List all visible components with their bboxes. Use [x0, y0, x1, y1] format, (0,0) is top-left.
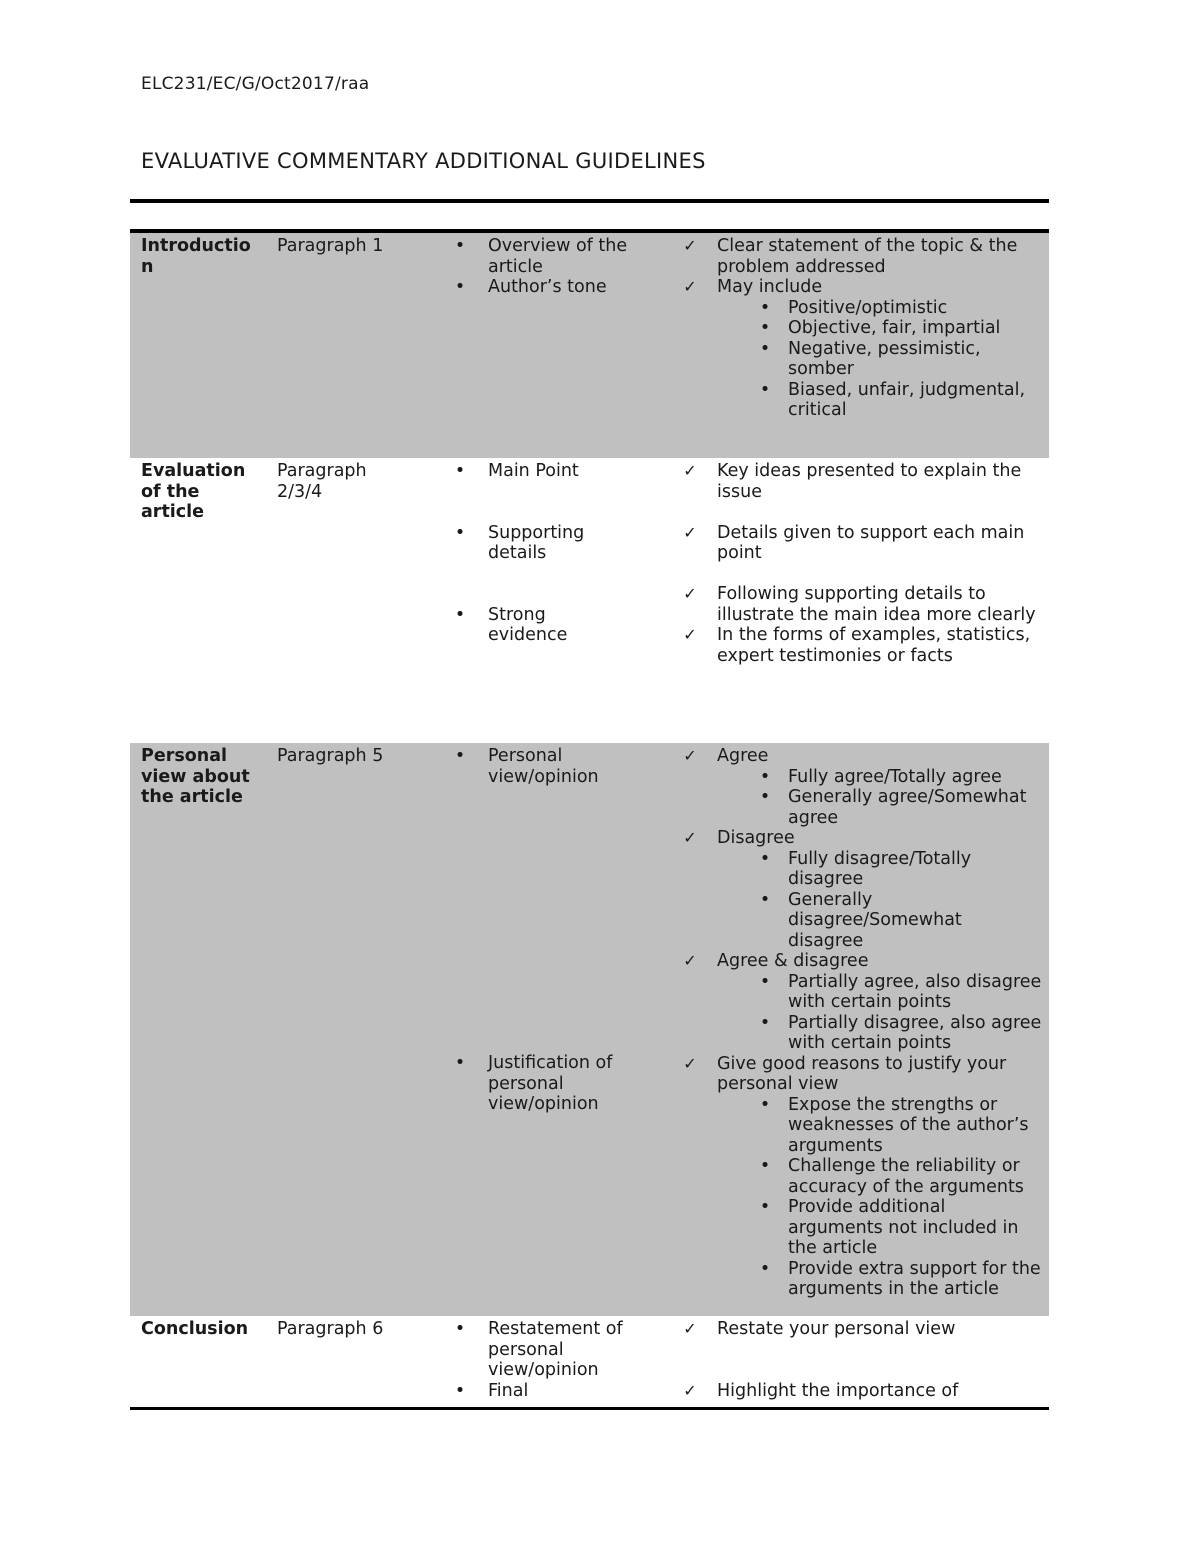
checkmark-icon: ✓ [683, 1053, 697, 1073]
list-item: ✓ Disagree [683, 828, 795, 848]
list-item: • Expose the strengths or weaknesses of the author’s arguments [759, 1094, 1029, 1156]
checkmark-icon: ✓ [683, 951, 697, 970]
bullet-icon: • [454, 746, 466, 766]
bullet-icon: • [759, 889, 771, 910]
list-item: • Fully agree/Totally agree [759, 766, 1002, 787]
checkmark-icon: ✓ [683, 584, 697, 603]
bullet-icon: • [759, 1197, 771, 1217]
checkmark-icon: ✓ [683, 1380, 697, 1400]
bullet-icon: • [759, 379, 771, 400]
list-item: ✓ Give good reasons to justify your personal view [683, 1053, 1007, 1094]
checkmark-icon: ✓ [683, 277, 697, 296]
points-list [454, 461, 608, 646]
list-item: • Partially agree, also disagree with certain points [759, 971, 1042, 1012]
list-item: • Objective, fair, impartial [759, 318, 1001, 338]
list-item: • Positive/optimistic [759, 297, 948, 318]
table-row-personal-view [130, 743, 1049, 1316]
details-list [683, 1319, 1047, 1401]
bullet-icon: • [759, 766, 771, 787]
divider [130, 199, 1049, 203]
paragraph-label: Paragraph 6 [277, 1319, 384, 1339]
list-item: ✓ Agree & disagree [683, 951, 869, 971]
list-item: • Final [454, 1380, 529, 1401]
bullet-icon: • [759, 1012, 771, 1033]
list-item: ✓ Restate your personal view [683, 1319, 956, 1339]
bullet-icon: • [759, 971, 771, 992]
bullet-icon: • [759, 338, 771, 359]
document-code: ELC231/EC/G/Oct2017/raa [141, 74, 370, 94]
bullet-icon: • [759, 1258, 771, 1279]
bullet-icon: • [454, 277, 466, 297]
list-item: • Supporting details [454, 522, 585, 563]
list-item: • Main Point [454, 461, 579, 481]
table-row-evaluation [130, 458, 1049, 743]
details-list [683, 461, 1042, 666]
bullet-icon: • [454, 1053, 466, 1073]
list-item: • Restatement of personal view/opinion [454, 1319, 623, 1380]
list-item: ✓ In the forms of examples, statistics, expert testimonies or facts [683, 625, 1031, 666]
list-item: ✓ Key ideas presented to explain the issue [683, 461, 1022, 502]
list-item: • Overview of the article [454, 236, 628, 277]
points-list [454, 746, 628, 787]
bullet-icon: • [759, 1094, 771, 1115]
checkmark-icon: ✓ [683, 828, 697, 847]
bullet-icon: • [759, 787, 771, 807]
guidelines-table [130, 229, 1049, 1410]
checkmark-icon: ✓ [683, 625, 697, 644]
table-row-introduction [130, 233, 1049, 458]
list-item: • Challenge the reliability or accuracy of the arguments [759, 1156, 1024, 1197]
bullet-icon: • [759, 318, 771, 338]
details-list [683, 236, 1047, 421]
list-item: • Generally agree/Somewhat agree [759, 787, 1027, 828]
points-list [454, 236, 648, 298]
paragraph-label: Paragraph 5 [277, 746, 384, 766]
list-item: • Justification of personal view/opinion [454, 1053, 613, 1114]
bullet-icon: • [759, 1156, 771, 1176]
checkmark-icon: ✓ [683, 236, 697, 255]
checkmark-icon: ✓ [683, 1319, 697, 1338]
points-list [454, 1053, 628, 1115]
checkmark-icon: ✓ [683, 461, 697, 480]
list-item: ✓ May include [683, 277, 823, 297]
list-item: ✓ Highlight the importance of [683, 1380, 959, 1401]
details-list [683, 746, 1047, 1300]
list-item: • Provide extra support for the arguments in the article [759, 1258, 1041, 1299]
list-item: ✓ Following supporting details to illustrate the main idea more clearly [683, 584, 1036, 625]
list-item: • Personal view/opinion [454, 746, 599, 787]
section-label: Personal view about the article [141, 746, 250, 807]
section-label: Introductio n [141, 236, 251, 277]
bullet-icon: • [759, 297, 771, 318]
list-item: ✓ Agree [683, 746, 769, 766]
list-item: ✓ Details given to support each main point [683, 522, 1025, 563]
bullet-icon: • [454, 236, 466, 256]
bullet-icon: • [454, 522, 466, 543]
list-item: • Author’s tone [454, 277, 607, 297]
list-item: • Fully disagree/Totally disagree [759, 848, 972, 889]
list-item: ✓ Clear statement of the topic & the problem addressed [683, 236, 1018, 277]
section-label: Conclusion [141, 1319, 249, 1339]
table-row-conclusion [130, 1316, 1049, 1407]
bullet-icon: • [454, 604, 466, 625]
bullet-icon: • [454, 461, 466, 481]
list-item: • Biased, unfair, judgmental, critical [759, 379, 1026, 420]
checkmark-icon: ✓ [683, 746, 697, 765]
list-item: • Provide additional arguments not included in the article [759, 1197, 1019, 1258]
checkmark-icon: ✓ [683, 522, 697, 542]
paragraph-label: Paragraph 2/3/4 [277, 461, 367, 502]
page-title: EVALUATIVE COMMENTARY ADDITIONAL GUIDELINES [141, 149, 706, 173]
bullet-icon: • [454, 1319, 466, 1339]
section-label: Evaluation of the article [141, 461, 246, 522]
bullet-icon: • [759, 848, 771, 869]
list-item: • Strong evidence [454, 604, 568, 645]
list-item: • Partially disagree, also agree with certain points [759, 1012, 1042, 1053]
list-item: • Negative, pessimistic, somber [759, 338, 981, 379]
list-item: • Generally disagree/Somewhat disagree [759, 889, 962, 951]
bullet-icon: • [454, 1380, 466, 1401]
points-list [454, 1319, 638, 1401]
paragraph-label: Paragraph 1 [277, 236, 384, 256]
